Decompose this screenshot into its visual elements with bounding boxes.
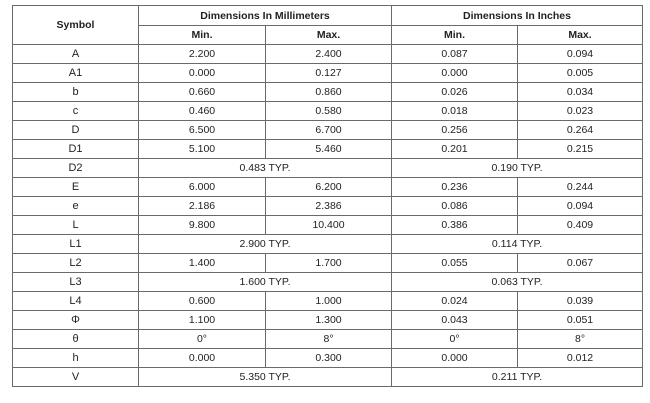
table-row (13, 368, 643, 387)
table-row (13, 102, 643, 121)
symbol-cell: L1 (13, 235, 139, 254)
mm-min-cell: 1.100 (139, 311, 266, 330)
table-row (13, 45, 643, 64)
table-body (13, 45, 643, 387)
table-row (13, 311, 643, 330)
in-min-cell: 0.201 (392, 140, 518, 159)
mm-min-cell: 0.600 (139, 292, 266, 311)
mm-typ-cell: 2.900 TYP. (139, 235, 392, 254)
mm-max-cell: 1.700 (266, 254, 392, 273)
mm-typ-cell: 1.600 TYP. (139, 273, 392, 292)
table-row (13, 235, 643, 254)
header-inches: Dimensions In Inches (392, 6, 643, 26)
symbol-cell: L (13, 216, 139, 235)
table-row (13, 159, 643, 178)
header-symbol: Symbol (13, 6, 139, 45)
package-dimensions-table (12, 5, 643, 387)
header-millimeters: Dimensions In Millimeters (139, 6, 392, 26)
symbol-cell: D (13, 121, 139, 140)
mm-max-cell: 0.860 (266, 83, 392, 102)
in-typ-cell: 0.114 TYP. (392, 235, 643, 254)
mm-min-cell: 6.500 (139, 121, 266, 140)
in-max-cell: 0.051 (518, 311, 643, 330)
symbol-cell: Φ (13, 311, 139, 330)
in-max-cell: 0.264 (518, 121, 643, 140)
mm-max-cell: 1.000 (266, 292, 392, 311)
in-max-cell: 0.094 (518, 197, 643, 216)
mm-max-cell: 10.400 (266, 216, 392, 235)
in-max-cell: 0.005 (518, 64, 643, 83)
table-row (13, 197, 643, 216)
symbol-cell: L4 (13, 292, 139, 311)
in-min-cell: 0.256 (392, 121, 518, 140)
table-row (13, 273, 643, 292)
in-max-cell: 0.244 (518, 178, 643, 197)
symbol-cell: L3 (13, 273, 139, 292)
mm-typ-cell: 5.350 TYP. (139, 368, 392, 387)
in-min-cell: 0.087 (392, 45, 518, 64)
mm-min-cell: 0.000 (139, 64, 266, 83)
table-row (13, 330, 643, 349)
in-min-cell: 0° (392, 330, 518, 349)
mm-min-cell: 9.800 (139, 216, 266, 235)
table-row (13, 83, 643, 102)
header-mm-max: Max. (266, 26, 392, 45)
mm-max-cell: 8° (266, 330, 392, 349)
symbol-cell: D2 (13, 159, 139, 178)
mm-max-cell: 0.127 (266, 64, 392, 83)
in-max-cell: 0.067 (518, 254, 643, 273)
header-mm-min: Min. (139, 26, 266, 45)
mm-min-cell: 0.660 (139, 83, 266, 102)
in-max-cell: 0.012 (518, 349, 643, 368)
symbol-cell: b (13, 83, 139, 102)
mm-min-cell: 2.200 (139, 45, 266, 64)
in-min-cell: 0.000 (392, 64, 518, 83)
table-row (13, 292, 643, 311)
symbol-cell: E (13, 178, 139, 197)
in-max-cell: 0.409 (518, 216, 643, 235)
mm-min-cell: 0° (139, 330, 266, 349)
symbol-cell: e (13, 197, 139, 216)
in-min-cell: 0.236 (392, 178, 518, 197)
mm-min-cell: 0.460 (139, 102, 266, 121)
in-max-cell: 0.094 (518, 45, 643, 64)
in-max-cell: 0.039 (518, 292, 643, 311)
in-typ-cell: 0.211 TYP. (392, 368, 643, 387)
table-row (13, 64, 643, 83)
in-min-cell: 0.018 (392, 102, 518, 121)
symbol-cell: h (13, 349, 139, 368)
symbol-cell: V (13, 368, 139, 387)
in-max-cell: 0.023 (518, 102, 643, 121)
in-typ-cell: 0.190 TYP. (392, 159, 643, 178)
in-min-cell: 0.026 (392, 83, 518, 102)
mm-min-cell: 1.400 (139, 254, 266, 273)
header-row-groups (13, 6, 643, 26)
in-max-cell: 8° (518, 330, 643, 349)
in-min-cell: 0.386 (392, 216, 518, 235)
in-max-cell: 0.215 (518, 140, 643, 159)
mm-min-cell: 5.100 (139, 140, 266, 159)
table-row (13, 178, 643, 197)
in-min-cell: 0.000 (392, 349, 518, 368)
symbol-cell: D1 (13, 140, 139, 159)
table-row (13, 254, 643, 273)
mm-min-cell: 0.000 (139, 349, 266, 368)
mm-max-cell: 2.386 (266, 197, 392, 216)
mm-min-cell: 6.000 (139, 178, 266, 197)
in-min-cell: 0.024 (392, 292, 518, 311)
symbol-cell: c (13, 102, 139, 121)
mm-max-cell: 0.300 (266, 349, 392, 368)
symbol-cell: θ (13, 330, 139, 349)
in-min-cell: 0.055 (392, 254, 518, 273)
in-min-cell: 0.086 (392, 197, 518, 216)
mm-min-cell: 2.186 (139, 197, 266, 216)
in-typ-cell: 0.063 TYP. (392, 273, 643, 292)
header-in-min: Min. (392, 26, 518, 45)
header-in-max: Max. (518, 26, 643, 45)
table-row (13, 216, 643, 235)
mm-max-cell: 5.460 (266, 140, 392, 159)
table-row (13, 140, 643, 159)
mm-max-cell: 0.580 (266, 102, 392, 121)
mm-max-cell: 1.300 (266, 311, 392, 330)
in-max-cell: 0.034 (518, 83, 643, 102)
symbol-cell: A (13, 45, 139, 64)
dimensions-table-container (12, 5, 643, 387)
mm-max-cell: 6.200 (266, 178, 392, 197)
table-row (13, 349, 643, 368)
mm-max-cell: 6.700 (266, 121, 392, 140)
table-row (13, 121, 643, 140)
in-min-cell: 0.043 (392, 311, 518, 330)
symbol-cell: A1 (13, 64, 139, 83)
mm-max-cell: 2.400 (266, 45, 392, 64)
symbol-cell: L2 (13, 254, 139, 273)
mm-typ-cell: 0.483 TYP. (139, 159, 392, 178)
